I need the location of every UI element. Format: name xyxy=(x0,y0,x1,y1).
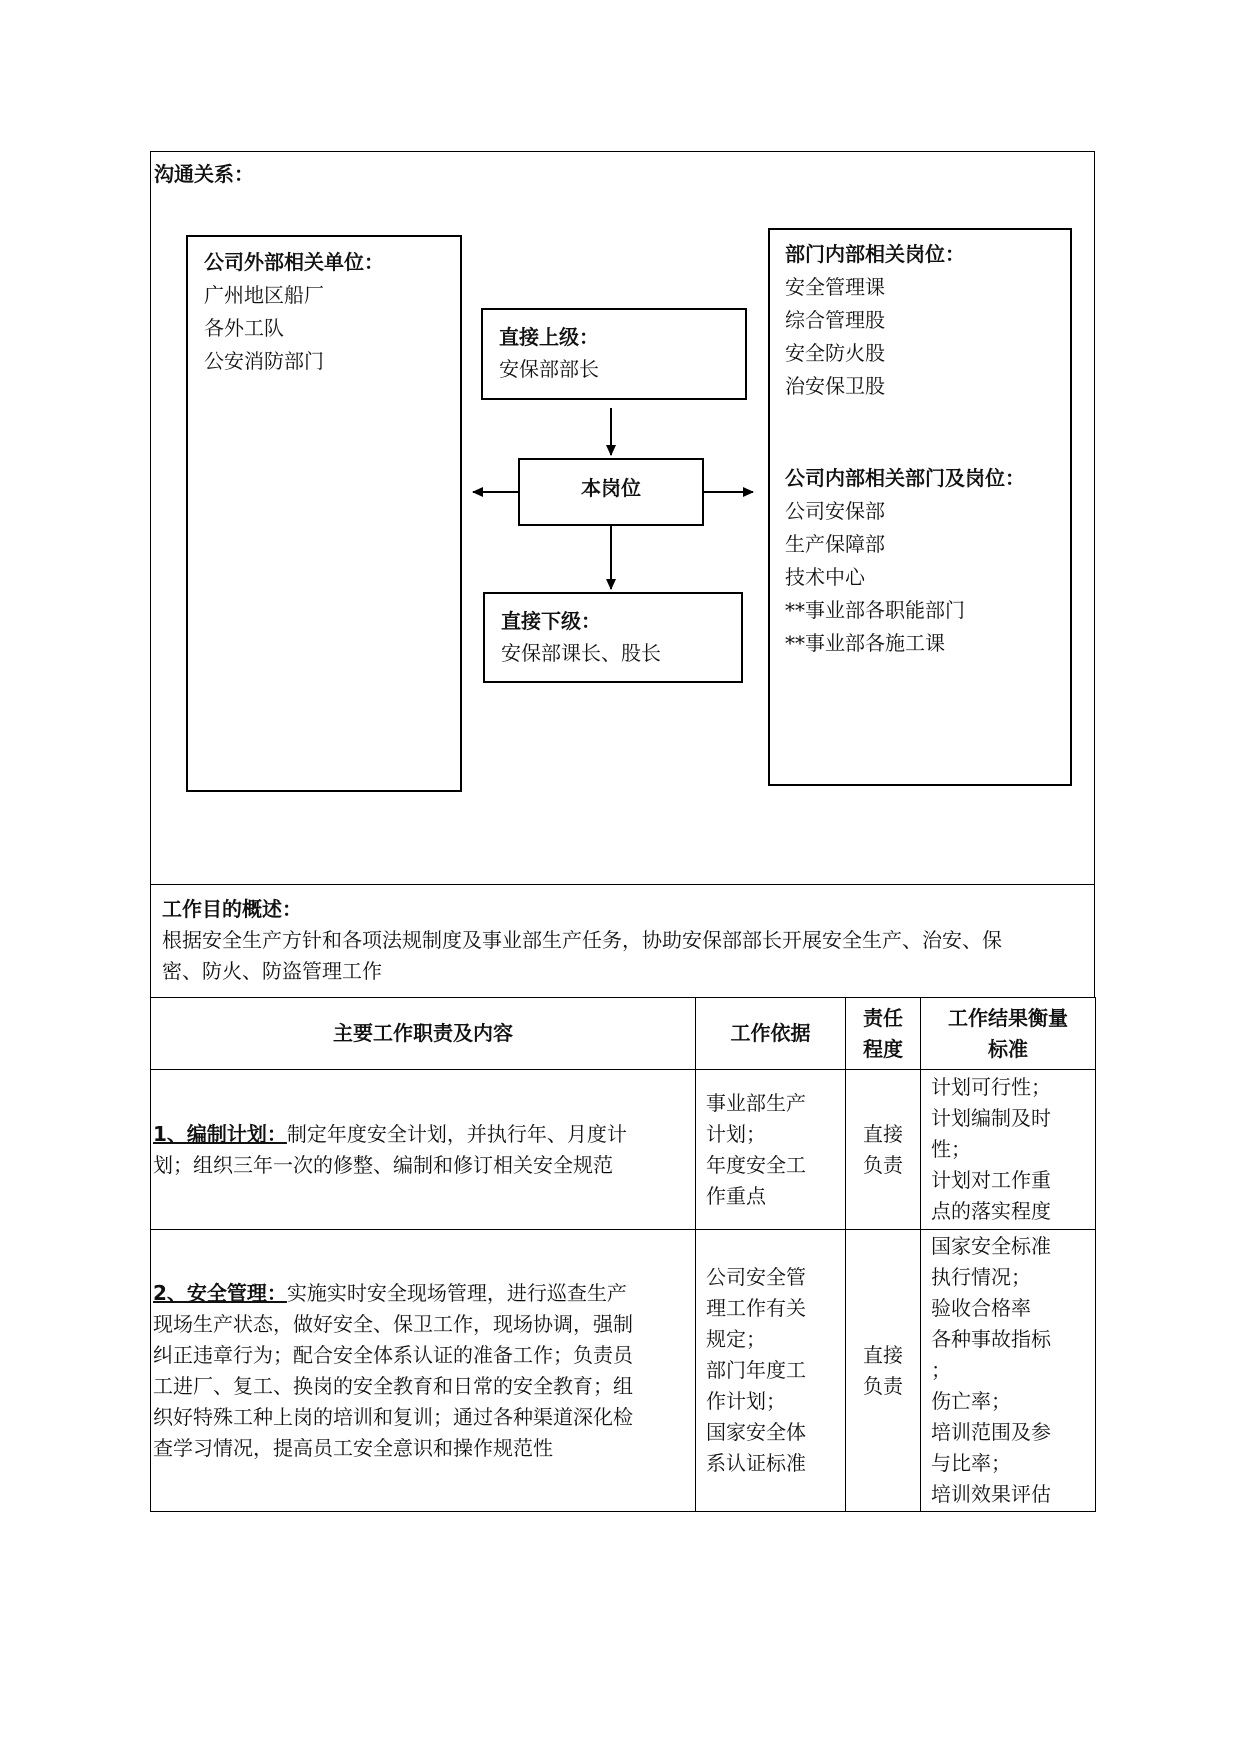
duty-content: 1、编制计划：制定年度安全计划，并执行年、月度计 划；组织三年一次的修整、编制和修订相关安全规范 xyxy=(151,1070,696,1230)
duty-basis: 事业部生产 计划； 年度安全工 作重点 xyxy=(696,1070,846,1230)
subordinate-title: 直接下级： xyxy=(501,609,601,633)
header-standard: 工作结果衡量 标准 xyxy=(921,998,1096,1070)
position-label: 本岗位 xyxy=(581,476,641,500)
list-item: 技术中心 xyxy=(785,565,865,589)
list-item: 广州地区船厂 xyxy=(204,283,324,307)
duty-responsibility: 直接 负责 xyxy=(846,1070,921,1230)
list-item: 公司安保部 xyxy=(785,499,885,523)
duty-title: 2、安全管理： xyxy=(153,1280,287,1305)
list-item: 各外工队 xyxy=(204,316,284,340)
list-item: **事业部各施工课 xyxy=(785,631,945,655)
subordinate-value: 安保部课长、股长 xyxy=(501,641,661,665)
purpose-title: 工作目的概述： xyxy=(162,897,302,921)
superior-title: 直接上级： xyxy=(499,325,599,349)
list-item: 生产保障部 xyxy=(785,532,885,556)
external-units-title: 公司外部相关单位： xyxy=(204,250,384,274)
table-header-row xyxy=(151,998,1096,1070)
superior-value: 安保部部长 xyxy=(499,357,599,381)
list-item: 安全管理课 xyxy=(785,275,885,299)
duty-basis: 公司安全管 理工作有关 规定； 部门年度工 作计划； 国家安全体 系认证标准 xyxy=(696,1230,846,1512)
list-item: 综合管理股 xyxy=(785,308,885,332)
duty-standard: 计划可行性； 计划编制及时 性； 计划对工作重 点的落实程度 xyxy=(921,1070,1096,1230)
communication-title: 沟通关系： xyxy=(154,162,254,186)
duty-title: 1、编制计划： xyxy=(153,1121,287,1146)
internal-company-title: 公司内部相关部门及岗位： xyxy=(785,466,1025,490)
duty-standard: 国家安全标准 执行情况； 验收合格率 各种事故指标 ； 伤亡率； 培训范围及参 与比率； 培训效果评估 xyxy=(921,1230,1096,1512)
duties-table xyxy=(150,997,1096,1512)
list-item: 安全防火股 xyxy=(785,341,885,365)
purpose-line: 根据安全生产方针和各项法规制度及事业部生产任务，协助安保部部长开展安全生产、治安、保 xyxy=(162,928,1002,952)
duty-responsibility: 直接 负责 xyxy=(846,1230,921,1512)
purpose-line: 密、防火、防盗管理工作 xyxy=(162,959,382,983)
internal-dept-title: 部门内部相关岗位： xyxy=(785,242,965,266)
header-content: 主要工作职责及内容 xyxy=(151,998,696,1070)
relationship-arrows xyxy=(151,152,1096,886)
purpose-text xyxy=(162,925,1002,987)
list-item: 治安保卫股 xyxy=(785,374,885,398)
list-item: 公安消防部门 xyxy=(204,349,324,373)
table-row xyxy=(151,1070,1096,1230)
communication-section xyxy=(150,151,1095,885)
purpose-section xyxy=(150,884,1095,998)
table-row xyxy=(151,1230,1096,1512)
duty-content: 2、安全管理：实施实时安全现场管理，进行巡查生产 现场生产状态，做好安全、保卫工作，现场协调，强制 纠正违章行为；配合安全体系认证的准备工作；负责员 工进厂、复工、换岗的安全教育和日常的安全教育；组 织好特殊工种上岗的培训和复训；通过各种渠道深化检 查学习情况，提高员工安全意识和操作规范性 xyxy=(151,1230,696,1512)
list-item: **事业部各职能部门 xyxy=(785,598,965,622)
header-responsibility: 责任 程度 xyxy=(846,998,921,1070)
header-basis: 工作依据 xyxy=(696,998,846,1070)
page-frame xyxy=(150,151,1095,1516)
